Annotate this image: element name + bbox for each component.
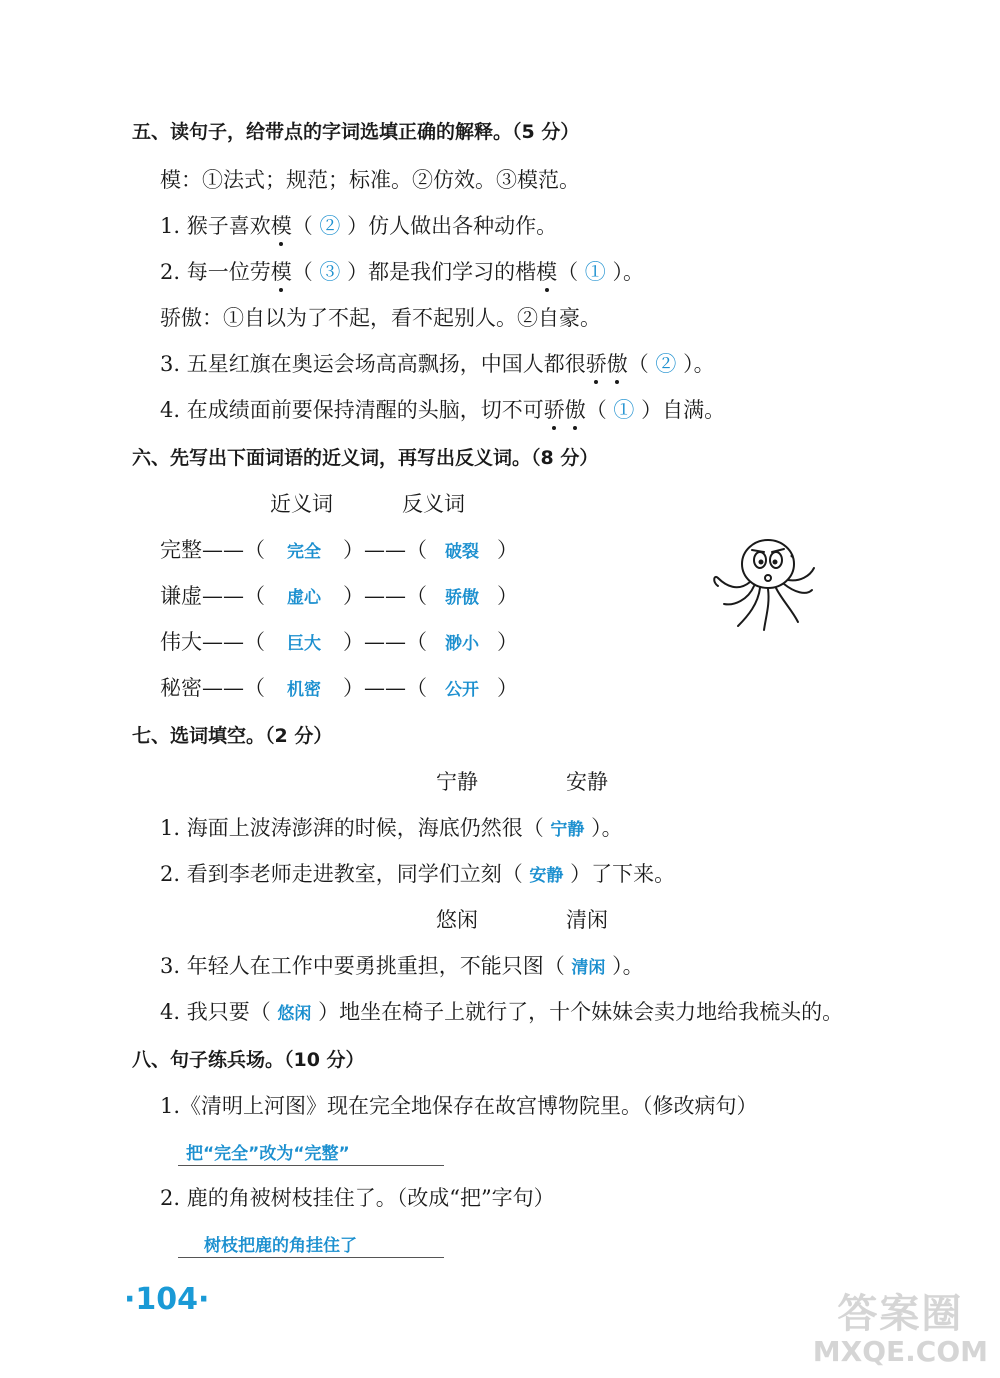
- column-antonym: 反义词: [402, 492, 465, 516]
- s7-question-3: 3. 年轻人在工作中要勇挑重担，不能只图（ 清闲 ）。: [160, 954, 644, 978]
- word-choice: 悠闲: [436, 908, 478, 932]
- s5-question-4: 4. 在成绩面前要保持清醒的头脑，切不可骄傲（ ① ）自满。: [160, 398, 726, 422]
- word-row: 完整——（ 完全 ）——（ 破裂 ）: [160, 536, 518, 566]
- answer-text: 清闲: [571, 958, 606, 978]
- word-choice: 安静: [566, 770, 608, 794]
- word-row: 伟大——（ 巨大 ）——（ 渺小 ）: [160, 628, 518, 658]
- synonym-answer: 完全: [287, 542, 321, 562]
- dotted-char: 模: [536, 260, 558, 284]
- answer-underline: [178, 1257, 444, 1258]
- page-number: ·104·: [124, 1282, 210, 1317]
- dotted-char: 模: [270, 260, 292, 284]
- answer-underline: [178, 1165, 444, 1166]
- section-5-title: 五、读句子，给带点的字词选填正确的解释。（5 分）: [132, 121, 580, 143]
- answer-text: 悠闲: [277, 1004, 312, 1024]
- s7-question-4: 4. 我只要（ 悠闲 ）地坐在椅子上就行了，十个妹妹会卖力地给我梳头的。: [160, 1000, 844, 1024]
- synonym-answer: 虚心: [287, 588, 321, 608]
- section-7-title: 七、选词填空。（2 分）: [132, 725, 333, 747]
- answer-text: ①: [584, 260, 606, 284]
- jiao-definition: 骄傲：①自以为了不起，看不起别人。②自豪。: [160, 306, 601, 330]
- s5-question-3: 3. 五星红旗在奥运会场高高飘扬，中国人都很骄傲（ ② ）。: [160, 352, 715, 376]
- answer-text: 宁静: [550, 820, 585, 840]
- word-choice: 宁静: [436, 770, 478, 794]
- dotted-char: 傲: [606, 352, 628, 376]
- word-row: 谦虚——（ 虚心 ）——（ 骄傲 ）: [160, 582, 518, 612]
- s8-question-2: 2. 鹿的角被树枝挂住了。（改成“把”字句）: [160, 1186, 555, 1210]
- synonym-answer: 机密: [287, 680, 321, 700]
- word-row: 秘密——（ 机密 ）——（ 公开 ）: [160, 674, 518, 704]
- answer-text: ②: [655, 352, 677, 376]
- antonym-answer: 渺小: [445, 634, 479, 654]
- dotted-char: 模: [270, 214, 292, 238]
- antonym-answer: 骄傲: [445, 588, 479, 608]
- answer-text: 安静: [529, 866, 564, 886]
- s7-question-2: 2. 看到李老师走进教室，同学们立刻（ 安静 ）了下来。: [160, 862, 676, 886]
- word-choice: 清闲: [566, 908, 608, 932]
- column-synonym: 近义词: [270, 492, 333, 516]
- synonym-answer: 巨大: [287, 634, 321, 654]
- dotted-char: 骄: [543, 398, 565, 422]
- watermark: [813, 1282, 988, 1368]
- mo-definition: 模：①法式；规范；标准。②仿效。③模范。: [160, 168, 580, 192]
- s8-answer-1: 把“完全”改为“完整”: [186, 1144, 350, 1164]
- octopus-illustration: [708, 534, 822, 634]
- s8-answer-2: 树枝把鹿的角挂住了: [204, 1236, 357, 1256]
- antonym-answer: 破裂: [445, 542, 479, 562]
- answer-text: ①: [613, 398, 635, 422]
- dotted-char: 骄: [585, 352, 607, 376]
- watermark-line-1: 答案圈: [837, 1291, 964, 1337]
- dotted-char: 傲: [564, 398, 586, 422]
- s7-question-1: 1. 海面上波涛澎湃的时候，海底仍然很（ 宁静 ）。: [160, 816, 623, 840]
- s5-question-2: 2. 每一位劳模（ ③ ）都是我们学习的楷模（ ① ）。: [160, 260, 644, 284]
- watermark-line-2: MXQE.COM: [812, 1335, 988, 1368]
- s5-question-1: 1. 猴子喜欢模（ ② ）仿人做出各种动作。: [160, 214, 558, 238]
- antonym-answer: 公开: [445, 680, 479, 700]
- section-6-title: 六、先写出下面词语的近义词，再写出反义词。（8 分）: [132, 447, 599, 469]
- answer-text: ②: [319, 214, 341, 238]
- s8-question-1: 1.《清明上河图》现在完全地保存在故宫博物院里。（修改病句）: [160, 1094, 758, 1118]
- section-8-title: 八、句子练兵场。（10 分）: [132, 1049, 365, 1071]
- answer-text: ③: [319, 260, 341, 284]
